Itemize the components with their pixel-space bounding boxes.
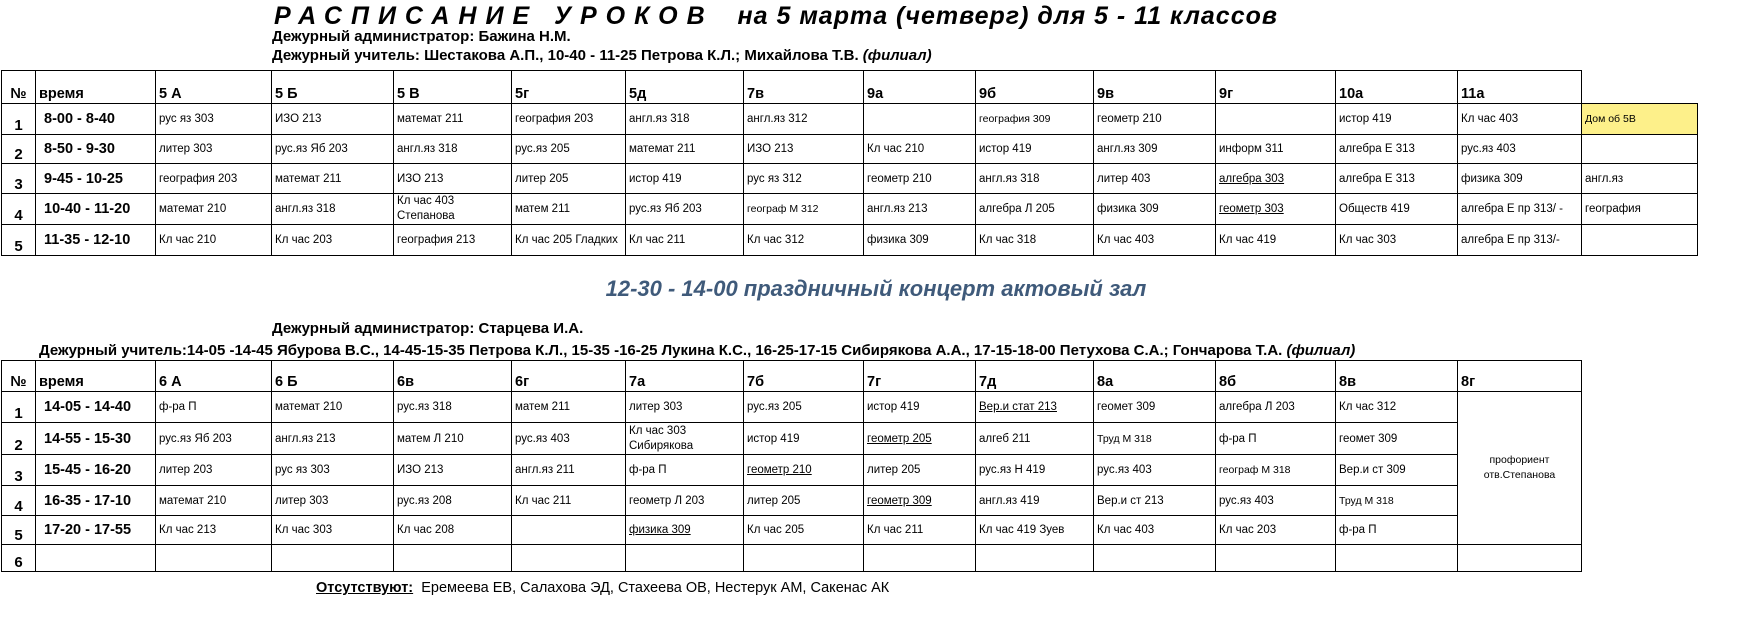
lesson-cell: Кл час 403 <box>1094 225 1216 256</box>
lesson-cell: Кл час 312 <box>1336 392 1458 423</box>
lesson-cell: литер 303 <box>272 486 394 516</box>
table-row <box>2 545 1582 572</box>
lesson-cell: англ.яз 318 <box>626 104 744 135</box>
lesson-cell: Кл час 211 <box>626 225 744 256</box>
class-header: 7д <box>976 361 1094 392</box>
lesson-cell: Кл час 211 <box>512 486 626 516</box>
absent-names: Еремеева ЕВ, Салахова ЭД, Стахеева ОВ, Нестерук АМ, Сакенас АК <box>421 580 890 596</box>
schedule-table-afternoon <box>1 360 1582 572</box>
time-header: время <box>36 71 156 104</box>
lesson-cell: математ 211 <box>394 104 512 135</box>
lesson-cell: истор 419 <box>976 135 1094 164</box>
duty-teacher-afternoon-branch: (филиал) <box>1286 342 1356 359</box>
lesson-cell: рус.яз 403 <box>1216 486 1336 516</box>
lesson-cell: рус.яз 403 <box>1458 135 1582 164</box>
lesson-cell: Кл час 419 Зуев <box>976 516 1094 545</box>
lesson-cell: геометр 309 <box>864 486 976 516</box>
table-row <box>2 104 1698 135</box>
lesson-cell: англ.яз 213 <box>864 194 976 225</box>
lesson-cell: литер 303 <box>156 135 272 164</box>
lesson-time: 16-35 - 17-10 <box>36 486 156 516</box>
duty-admin-morning: Дежурный администратор: Бажина Н.М. <box>272 28 571 45</box>
lesson-cell: рус.яз Яб 203 <box>156 423 272 455</box>
lesson-cell: геомет 309 <box>1094 392 1216 423</box>
time-header: время <box>36 361 156 392</box>
lesson-cell: географ М 318 <box>1216 455 1336 486</box>
extra-cell <box>1582 225 1698 256</box>
lesson-cell: Кл час 318 <box>976 225 1094 256</box>
row-number: 4 <box>2 486 36 516</box>
lesson-cell: Кл час 203 <box>1216 516 1336 545</box>
lesson-cell: Вер.и ст 213 <box>1094 486 1216 516</box>
lesson-cell <box>1216 104 1336 135</box>
lesson-cell <box>864 104 976 135</box>
lesson-cell: география 213 <box>394 225 512 256</box>
lesson-time: 15-45 - 16-20 <box>36 455 156 486</box>
class-header: 7б <box>744 361 864 392</box>
merged-cell-8g: профориент отв.Степанова <box>1458 392 1582 545</box>
duty-teacher-morning-text: Дежурный учитель: Шестакова А.П., 10-40 - 11-25 Петрова К.Л.; Михайлова Т.В. <box>272 47 859 64</box>
lesson-cell: рус.яз Яб 203 <box>626 194 744 225</box>
class-header: 8б <box>1216 361 1336 392</box>
lesson-cell: физика 309 <box>1458 164 1582 194</box>
num-header: № <box>2 361 36 392</box>
lesson-cell: математ 210 <box>272 392 394 423</box>
schedule-table-morning <box>1 70 1698 256</box>
lesson-cell: алгебра Е пр 313/ - <box>1458 194 1582 225</box>
class-header: 5 Б <box>272 71 394 104</box>
num-header: № <box>2 71 36 104</box>
lesson-cell: рус.яз 208 <box>394 486 512 516</box>
lesson-cell: рус.яз 318 <box>394 392 512 423</box>
lesson-cell: геометр 205 <box>864 423 976 455</box>
lesson-cell: англ.яз 211 <box>512 455 626 486</box>
lesson-cell <box>1216 545 1336 572</box>
lesson-cell: англ.яз 309 <box>1094 135 1216 164</box>
lesson-cell: истор 419 <box>744 423 864 455</box>
class-header: 6в <box>394 361 512 392</box>
title-date: на 5 марта (четверг) для 5 - 11 классов <box>737 2 1278 30</box>
lesson-cell: Кл час 213 <box>156 516 272 545</box>
lesson-cell <box>512 516 626 545</box>
row-number: 4 <box>2 194 36 225</box>
lesson-cell: физика 309 <box>1094 194 1216 225</box>
row-number: 1 <box>2 392 36 423</box>
lesson-cell: Кл час 403 <box>1458 104 1582 135</box>
class-header: 7г <box>864 361 976 392</box>
table-row <box>2 423 1582 455</box>
lesson-cell: алгебра Е пр 313/- <box>1458 225 1582 256</box>
lesson-cell: матем 211 <box>512 392 626 423</box>
lesson-cell: рус.яз 205 <box>744 392 864 423</box>
lesson-cell: математ 210 <box>156 486 272 516</box>
extra-column-header <box>1582 71 1698 104</box>
lesson-cell <box>626 545 744 572</box>
lesson-cell: англ.яз 312 <box>744 104 864 135</box>
table-row <box>2 486 1582 516</box>
row-number: 6 <box>2 545 36 572</box>
lesson-cell: математ 211 <box>272 164 394 194</box>
table-header-row <box>2 361 1582 392</box>
lesson-cell: Труд М 318 <box>1094 423 1216 455</box>
table-row <box>2 194 1698 225</box>
lesson-cell: математ 211 <box>626 135 744 164</box>
lesson-cell: алгеб 211 <box>976 423 1094 455</box>
lesson-cell: ИЗО 213 <box>272 104 394 135</box>
class-header: 5г <box>512 71 626 104</box>
lesson-cell: алгебра 303 <box>1216 164 1336 194</box>
lesson-cell: англ.яз 419 <box>976 486 1094 516</box>
extra-cell: география <box>1582 194 1698 225</box>
lesson-time: 17-20 - 17-55 <box>36 516 156 545</box>
lesson-cell <box>1336 545 1458 572</box>
lesson-cell: Кл час 303 Сибирякова <box>626 423 744 455</box>
lesson-cell: Кл час 303 <box>1336 225 1458 256</box>
lesson-cell: истор 419 <box>1336 104 1458 135</box>
lesson-cell: ИЗО 213 <box>394 164 512 194</box>
lesson-cell: литер 205 <box>512 164 626 194</box>
lesson-cell: география 309 <box>976 104 1094 135</box>
lesson-cell: Кл час 210 <box>156 225 272 256</box>
lesson-cell: Кл час 303 <box>272 516 394 545</box>
extra-cell <box>1582 135 1698 164</box>
lesson-cell: литер 303 <box>626 392 744 423</box>
lesson-time: 11-35 - 12-10 <box>36 225 156 256</box>
row-number: 3 <box>2 164 36 194</box>
lesson-cell: Вер.и стат 213 <box>976 392 1094 423</box>
lesson-cell: географ М 312 <box>744 194 864 225</box>
lesson-cell: англ.яз 318 <box>394 135 512 164</box>
lesson-cell: ф-ра П <box>626 455 744 486</box>
extra-cell: англ.яз <box>1582 164 1698 194</box>
class-header: 8г <box>1458 361 1582 392</box>
class-header: 9г <box>1216 71 1336 104</box>
class-header: 10а <box>1336 71 1458 104</box>
table-row <box>2 225 1698 256</box>
absent-label: Отсутствуют: <box>316 580 414 596</box>
lesson-cell: ф-ра П <box>156 392 272 423</box>
lesson-cell: география 203 <box>156 164 272 194</box>
lesson-cell <box>1458 545 1582 572</box>
lesson-cell: Кл час 205 <box>744 516 864 545</box>
lesson-cell: география 203 <box>512 104 626 135</box>
lesson-cell: Кл час 419 <box>1216 225 1336 256</box>
lesson-cell <box>272 545 394 572</box>
class-header: 8а <box>1094 361 1216 392</box>
row-number: 5 <box>2 225 36 256</box>
class-header: 6 А <box>156 361 272 392</box>
lesson-time <box>36 545 156 572</box>
lesson-cell: англ.яз 318 <box>272 194 394 225</box>
lesson-cell: литер 205 <box>864 455 976 486</box>
table-row <box>2 516 1582 545</box>
duty-teacher-morning-branch: (филиал) <box>862 47 932 64</box>
absent-teachers <box>316 580 889 596</box>
duty-admin-afternoon: Дежурный администратор: Старцева И.А. <box>272 320 584 337</box>
lesson-cell: Труд М 318 <box>1336 486 1458 516</box>
lesson-cell: истор 419 <box>626 164 744 194</box>
lesson-time: 8-50 - 9-30 <box>36 135 156 164</box>
row-number: 5 <box>2 516 36 545</box>
lesson-cell: Кл час 403 <box>1094 516 1216 545</box>
class-header: 5д <box>626 71 744 104</box>
lesson-time: 14-05 - 14-40 <box>36 392 156 423</box>
lesson-cell: Кл час 205 Гладких <box>512 225 626 256</box>
table-row <box>2 392 1582 423</box>
lesson-cell <box>976 545 1094 572</box>
lesson-cell <box>394 545 512 572</box>
duty-teacher-afternoon <box>39 342 1355 359</box>
lesson-cell: геометр 303 <box>1216 194 1336 225</box>
class-header: 6 Б <box>272 361 394 392</box>
table-row <box>2 164 1698 194</box>
class-header: 5 А <box>156 71 272 104</box>
class-header: 7а <box>626 361 744 392</box>
lesson-time: 9-45 - 10-25 <box>36 164 156 194</box>
lesson-cell: рус.яз 403 <box>512 423 626 455</box>
lesson-cell: Кл час 403 Степанова <box>394 194 512 225</box>
lesson-cell: рус.яз Н 419 <box>976 455 1094 486</box>
lesson-cell: рус.яз Яб 203 <box>272 135 394 164</box>
duty-teacher-morning <box>272 47 932 64</box>
lesson-cell: физика 309 <box>864 225 976 256</box>
lesson-cell: Кл час 203 <box>272 225 394 256</box>
lesson-cell <box>744 545 864 572</box>
row-number: 3 <box>2 455 36 486</box>
lesson-cell: алгебра Е 313 <box>1336 164 1458 194</box>
lesson-cell <box>864 545 976 572</box>
class-header: 9б <box>976 71 1094 104</box>
lesson-cell: литер 203 <box>156 455 272 486</box>
extra-cell-highlighted: Дом об 5В <box>1582 104 1698 135</box>
row-number: 1 <box>2 104 36 135</box>
lesson-cell: ИЗО 213 <box>394 455 512 486</box>
class-header: 9а <box>864 71 976 104</box>
lesson-cell: ИЗО 213 <box>744 135 864 164</box>
lesson-cell: алгебра Л 203 <box>1216 392 1336 423</box>
lesson-cell: математ 210 <box>156 194 272 225</box>
table-row <box>2 135 1698 164</box>
class-header: 9в <box>1094 71 1216 104</box>
lesson-cell: рус.яз 403 <box>1094 455 1216 486</box>
lesson-cell: алгебра Е 313 <box>1336 135 1458 164</box>
lesson-cell: физика 309 <box>626 516 744 545</box>
lesson-cell: Кл час 210 <box>864 135 976 164</box>
lesson-cell: рус.яз 205 <box>512 135 626 164</box>
lesson-cell: геометр Л 203 <box>626 486 744 516</box>
row-number: 2 <box>2 423 36 455</box>
lesson-cell: геомет 309 <box>1336 423 1458 455</box>
lesson-cell: геометр 210 <box>744 455 864 486</box>
lesson-cell: Обществ 419 <box>1336 194 1458 225</box>
lesson-cell: ф-ра П <box>1216 423 1336 455</box>
lesson-cell <box>156 545 272 572</box>
lesson-time: 10-40 - 11-20 <box>36 194 156 225</box>
table-header-row <box>2 71 1698 104</box>
lesson-time: 8-00 - 8-40 <box>36 104 156 135</box>
lesson-cell: англ.яз 213 <box>272 423 394 455</box>
lesson-cell: англ.яз 318 <box>976 164 1094 194</box>
lesson-cell: Кл час 211 <box>864 516 976 545</box>
page-title <box>274 2 1278 31</box>
lesson-cell: Вер.и ст 309 <box>1336 455 1458 486</box>
lesson-cell: алгебра Л 205 <box>976 194 1094 225</box>
lesson-cell: рус яз 303 <box>272 455 394 486</box>
lesson-cell <box>512 545 626 572</box>
concert-announcement: 12-30 - 14-00 праздничный концерт актовый зал <box>605 276 1147 301</box>
lesson-cell: рус яз 303 <box>156 104 272 135</box>
class-header: 8в <box>1336 361 1458 392</box>
duty-teacher-afternoon-text: Дежурный учитель:14-05 -14-45 Ябурова В.С., 14-45-15-35 Петрова К.Л., 15-35 -16-25 Лукина К.С., 16-25-17-15 Сибирякова А.А., 17-15-18-00 Петухова С.А.; Гончарова Т.А. <box>39 342 1283 359</box>
class-header: 7в <box>744 71 864 104</box>
lesson-cell: истор 419 <box>864 392 976 423</box>
lesson-cell: рус яз 312 <box>744 164 864 194</box>
lesson-cell: информ 311 <box>1216 135 1336 164</box>
lesson-cell: геометр 210 <box>864 164 976 194</box>
lesson-cell: матем 211 <box>512 194 626 225</box>
row-number: 2 <box>2 135 36 164</box>
lesson-cell: матем Л 210 <box>394 423 512 455</box>
class-header: 6г <box>512 361 626 392</box>
lesson-cell: геометр 210 <box>1094 104 1216 135</box>
table-row <box>2 455 1582 486</box>
lesson-cell: литер 403 <box>1094 164 1216 194</box>
class-header: 5 В <box>394 71 512 104</box>
lesson-cell: Кл час 312 <box>744 225 864 256</box>
lesson-time: 14-55 - 15-30 <box>36 423 156 455</box>
lesson-cell: литер 205 <box>744 486 864 516</box>
lesson-cell: ф-ра П <box>1336 516 1458 545</box>
title-main: РАСПИСАНИЕ УРОКОВ <box>274 2 714 30</box>
class-header: 11а <box>1458 71 1582 104</box>
lesson-cell: Кл час 208 <box>394 516 512 545</box>
lesson-cell <box>1094 545 1216 572</box>
